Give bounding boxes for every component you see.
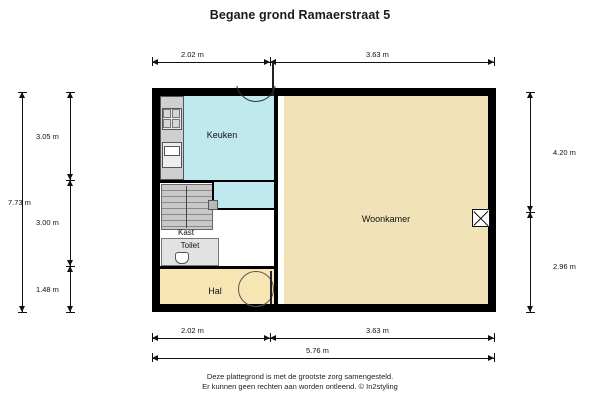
room-label-keuken: Keuken [206,130,238,140]
left-inner-dim-label-2: 3.00 m [36,218,59,227]
stair-step [162,214,212,215]
bottom-total-tick-1 [152,353,153,362]
bottom-total-tick-2 [494,353,495,362]
wall-right [488,88,496,312]
stair-step [162,196,212,197]
closet-door-marker [208,200,218,210]
kitchen-cabinet-cell [163,119,171,128]
wall-keuken-right [274,96,278,180]
stair-step [162,220,212,221]
wall-bottom [152,304,496,312]
room-woonkamer [284,96,488,304]
bottom-total-dim-label: 5.76 m [306,346,329,355]
kitchen-sink [164,146,180,156]
kitchen-cabinet-cell [163,109,171,118]
top-dim-label-1: 2.02 m [181,50,204,59]
right-dim-label-2: 2.96 m [553,262,576,271]
left-outer-dim-label: 7.73 m [8,198,31,207]
meter-cupboard-marker [472,209,490,227]
right-dim-label-1: 4.20 m [553,148,576,157]
bottom-dim-line-2 [270,338,494,339]
stair-step [162,190,212,191]
toilet-fixture [175,252,189,264]
page-title: Begane grond Ramaerstraat 5 [209,8,391,22]
bottom-dim-label-1: 2.02 m [181,326,204,335]
stair-step [162,208,212,209]
left-inner-dim-label-3: 1.48 m [36,285,59,294]
hal-door-leaf [270,271,272,304]
bottom-tick-3 [494,333,495,342]
bottom-dim-line-1 [152,338,270,339]
wall-top [152,88,496,96]
hal-door-arc [238,271,274,307]
stair-arrow-line [186,186,187,228]
room-label-toilet: Toilet [180,241,200,250]
room-label-kast: Kast [177,228,194,237]
kitchen-cabinet-cell [172,119,180,128]
room-label-hal: Hal [208,286,222,296]
footer-disclaimer [0,372,600,392]
wall-closet-bottom [214,208,274,210]
bottom-dim-label-2: 3.63 m [366,326,389,335]
bottom-total-dim-line [152,358,494,359]
footer-line-1: Deze plattegrond is met de grootste zorg samengesteld. [206,372,394,381]
wall-middle-right [274,180,278,304]
left-inner-dim-label-1: 3.05 m [36,132,59,141]
bottom-arrow-left-2 [270,335,276,341]
under-stairs-closet [214,182,274,210]
kitchen-door-leaf [272,62,274,96]
room-label-woonkamer: Woonkamer [361,214,411,224]
top-dim-label-2: 3.63 m [366,50,389,59]
kitchen-door-arc [236,62,276,102]
wall-left [152,88,160,312]
kitchen-cabinet-cell [172,109,180,118]
footer-line-2: Er kunnen geen rechten aan worden ontleend. © In2styling [202,382,398,391]
bottom-tick-1 [152,333,153,342]
stair-step [162,226,212,227]
stair-step [162,202,212,203]
